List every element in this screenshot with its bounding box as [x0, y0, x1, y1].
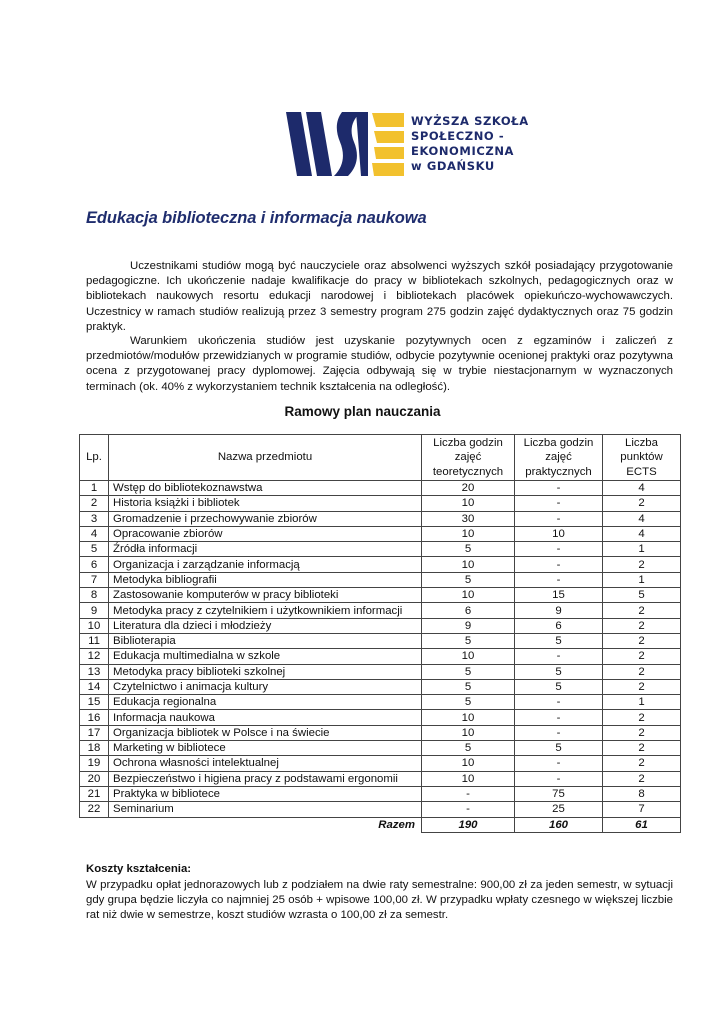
cell-theory: 10 — [422, 725, 515, 740]
table-row — [80, 786, 681, 801]
header-line: teoretycznych — [432, 465, 504, 478]
cell-ects: 2 — [603, 496, 681, 511]
cell-theory: 5 — [422, 664, 515, 679]
cell-theory: 10 — [422, 710, 515, 725]
table-row — [80, 802, 681, 817]
header-line: praktycznych — [525, 465, 592, 478]
cell-name: Biblioterapia — [109, 633, 422, 648]
cell-theory: - — [422, 786, 515, 801]
cell-lp: 2 — [80, 496, 109, 511]
table-row — [80, 771, 681, 786]
cell-theory: 5 — [422, 679, 515, 694]
cell-ects: 1 — [603, 572, 681, 587]
cell-theory: 10 — [422, 496, 515, 511]
header-line: Liczba — [625, 436, 658, 449]
cell-lp: 3 — [80, 511, 109, 526]
cell-name: Organizacja bibliotek w Polsce i na świecie — [109, 725, 422, 740]
cell-practice: - — [515, 572, 603, 587]
cell-ects: 2 — [603, 603, 681, 618]
logo-line: SPOŁECZNO - — [411, 129, 505, 143]
table-row — [80, 481, 681, 496]
cell-name: Seminarium — [109, 802, 422, 817]
cell-practice: - — [515, 649, 603, 664]
table-row — [80, 496, 681, 511]
cell-lp: 6 — [80, 557, 109, 572]
table-row — [80, 572, 681, 587]
cell-lp: 10 — [80, 618, 109, 633]
cell-practice: - — [515, 756, 603, 771]
cell-lp: 19 — [80, 756, 109, 771]
cell-name: Źródła informacji — [109, 542, 422, 557]
cell-theory: 5 — [422, 572, 515, 587]
table-row — [80, 649, 681, 664]
cell-theory: 10 — [422, 649, 515, 664]
table-row — [80, 756, 681, 771]
intro-paragraph: Uczestnikami studiów mogą być nauczyciele oraz absolwenci wyższych szkół posiadający przygotowanie pedagogiczne. Ich ukończenie nadaje kwalifikacje do pracy w bibliotekach szkolnych, pedagogicznych oraz w bibliotekach naukowych resortu edukacji narodowej i bibliotekach placówek opiekuńczo-wychowawczych. Uczestnicy w ramach studiów realizują przez 3 semestry program 275 godzin zajęć dydaktycznych oraz 75 godzin praktyk. — [86, 260, 673, 333]
cell-practice: 75 — [515, 786, 603, 801]
cell-ects: 1 — [603, 542, 681, 557]
cell-practice: - — [515, 771, 603, 786]
table-row — [80, 511, 681, 526]
cell-lp: 9 — [80, 603, 109, 618]
cell-name: Metodyka bibliografii — [109, 572, 422, 587]
cell-ects: 5 — [603, 588, 681, 603]
logo-text — [411, 114, 529, 174]
cell-theory: 6 — [422, 603, 515, 618]
logo-line: WYŻSZA SZKOŁA — [411, 114, 529, 128]
cell-theory: 30 — [422, 511, 515, 526]
cell-ects: 1 — [603, 695, 681, 710]
cell-name: Edukacja multimedialna w szkole — [109, 649, 422, 664]
header-line: punktów — [620, 451, 663, 464]
cell-practice: 5 — [515, 664, 603, 679]
total-ects: 61 — [603, 817, 681, 832]
cell-ects: 2 — [603, 664, 681, 679]
table-row — [80, 526, 681, 541]
cell-practice: - — [515, 481, 603, 496]
curriculum-table — [79, 434, 681, 833]
header-name: Nazwa przedmiotu — [109, 435, 422, 481]
header-ects — [603, 435, 681, 481]
cell-name: Czytelnictwo i animacja kultury — [109, 679, 422, 694]
cell-name: Praktyka w bibliotece — [109, 786, 422, 801]
cell-theory: 10 — [422, 771, 515, 786]
cell-practice: 5 — [515, 741, 603, 756]
cell-lp: 15 — [80, 695, 109, 710]
costs-heading: Koszty kształcenia: — [86, 863, 192, 875]
cell-practice: 15 — [515, 588, 603, 603]
cell-ects: 2 — [603, 633, 681, 648]
header-theory — [422, 435, 515, 481]
cell-ects: 2 — [603, 725, 681, 740]
header-line: ECTS — [626, 465, 657, 478]
cell-ects: 2 — [603, 618, 681, 633]
table-row — [80, 603, 681, 618]
cell-name: Historia książki i bibliotek — [109, 496, 422, 511]
cell-name: Edukacja regionalna — [109, 695, 422, 710]
table-row — [80, 664, 681, 679]
cell-lp: 13 — [80, 664, 109, 679]
cell-practice: 6 — [515, 618, 603, 633]
total-practice: 160 — [515, 817, 603, 832]
table-row — [80, 588, 681, 603]
cell-lp: 21 — [80, 786, 109, 801]
cell-lp: 20 — [80, 771, 109, 786]
cell-ects: 2 — [603, 741, 681, 756]
cell-theory: 10 — [422, 526, 515, 541]
cell-practice: 9 — [515, 603, 603, 618]
cell-ects: 2 — [603, 756, 681, 771]
cell-lp: 18 — [80, 741, 109, 756]
cell-practice: 5 — [515, 633, 603, 648]
cell-theory: 10 — [422, 756, 515, 771]
cell-ects: 2 — [603, 710, 681, 725]
cell-ects: 2 — [603, 557, 681, 572]
cell-lp: 17 — [80, 725, 109, 740]
cell-practice: - — [515, 557, 603, 572]
table-row — [80, 542, 681, 557]
costs-paragraph: W przypadku opłat jednorazowych lub z podziałem na dwie raty semestralne: 900,00 zł za jeden semestr, w sytuacji gdy grupa będzie liczyła co najmniej 25 osób + wpisowe 100,00 zł. W przypadku wpłaty czesnego w większej liczbie rat niż dwie w semestrze, koszt studiów wzrasta o 100,00 zł za semestr. — [86, 879, 673, 922]
cell-name: Opracowanie zbiorów — [109, 526, 422, 541]
table-row — [80, 679, 681, 694]
table-header-row — [80, 435, 681, 481]
cell-name: Gromadzenie i przechowywanie zbiorów — [109, 511, 422, 526]
wsse-logo-mark-icon — [286, 110, 406, 178]
logo-line: EKONOMICZNA — [411, 144, 515, 158]
table-row — [80, 741, 681, 756]
table-row — [80, 695, 681, 710]
document-title: Edukacja biblioteczna i informacja naukowa — [86, 209, 427, 227]
cell-theory: 20 — [422, 481, 515, 496]
cell-ects: 8 — [603, 786, 681, 801]
cell-name: Zastosowanie komputerów w pracy biblioteki — [109, 588, 422, 603]
cell-theory: 5 — [422, 633, 515, 648]
cell-lp: 8 — [80, 588, 109, 603]
header-practice — [515, 435, 603, 481]
cell-practice: - — [515, 695, 603, 710]
cell-lp: 5 — [80, 542, 109, 557]
section-heading: Ramowy plan nauczania — [284, 404, 441, 419]
header-line: zajęć — [545, 451, 572, 464]
cell-practice: 10 — [515, 526, 603, 541]
header-lp: Lp. — [80, 435, 109, 481]
cell-name: Wstęp do bibliotekoznawstwa — [109, 481, 422, 496]
table-row — [80, 725, 681, 740]
cell-practice: - — [515, 710, 603, 725]
cell-ects: 2 — [603, 649, 681, 664]
table-row — [80, 633, 681, 648]
cell-name: Metodyka pracy biblioteki szkolnej — [109, 664, 422, 679]
cell-lp: 12 — [80, 649, 109, 664]
cell-theory: 10 — [422, 557, 515, 572]
logo-line: w GDAŃSKU — [411, 159, 495, 173]
cell-lp: 7 — [80, 572, 109, 587]
table-row — [80, 557, 681, 572]
cell-ects: 4 — [603, 526, 681, 541]
cell-ects: 2 — [603, 771, 681, 786]
cell-theory: 9 — [422, 618, 515, 633]
cell-practice: - — [515, 496, 603, 511]
cell-ects: 2 — [603, 679, 681, 694]
cell-name: Metodyka pracy z czytelnikiem i użytkownikiem informacji — [109, 603, 422, 618]
cell-theory: 5 — [422, 695, 515, 710]
cell-theory: 5 — [422, 542, 515, 557]
cell-name: Ochrona własności intelektualnej — [109, 756, 422, 771]
table-row — [80, 618, 681, 633]
school-logo — [286, 110, 529, 178]
completion-paragraph: Warunkiem ukończenia studiów jest uzyskanie pozytywnych ocen z egzaminów i zaliczeń z przedmiotów/modułów przewidzianych w programie studiów, odbycie pozytywnie ocenionej praktyki oraz pozytywna ocena z przygotowanej pracy dyplomowej. Zajęcia odbywają się w trybie niestacjonarnym w wyznaczonych terminach (ok. 40% z wykorzystaniem technik kształcenia na odległość). — [86, 335, 673, 393]
cell-practice: 25 — [515, 802, 603, 817]
cell-practice: - — [515, 542, 603, 557]
table-row — [80, 710, 681, 725]
cell-practice: - — [515, 511, 603, 526]
cell-name: Bezpieczeństwo i higiena pracy z podstawami ergonomii — [109, 771, 422, 786]
cell-lp: 1 — [80, 481, 109, 496]
total-theory: 190 — [422, 817, 515, 832]
header-line: Liczba godzin — [523, 436, 594, 449]
cell-ects: 4 — [603, 511, 681, 526]
cell-theory: - — [422, 802, 515, 817]
cell-theory: 10 — [422, 588, 515, 603]
cell-theory: 5 — [422, 741, 515, 756]
cell-lp: 22 — [80, 802, 109, 817]
header-line: Liczba godzin — [433, 436, 503, 449]
cell-lp: 14 — [80, 679, 109, 694]
cell-lp: 16 — [80, 710, 109, 725]
cell-practice: - — [515, 725, 603, 740]
cell-lp: 11 — [80, 633, 109, 648]
cell-name: Literatura dla dzieci i młodzieży — [109, 618, 422, 633]
table-total-row — [80, 817, 681, 832]
cell-name: Organizacja i zarządzanie informacją — [109, 557, 422, 572]
cell-ects: 7 — [603, 802, 681, 817]
cell-practice: 5 — [515, 679, 603, 694]
total-label: Razem — [378, 818, 415, 831]
cell-name: Marketing w bibliotece — [109, 741, 422, 756]
cell-lp: 4 — [80, 526, 109, 541]
cell-ects: 4 — [603, 481, 681, 496]
cell-name: Informacja naukowa — [109, 710, 422, 725]
header-line: zajęć — [454, 451, 482, 464]
